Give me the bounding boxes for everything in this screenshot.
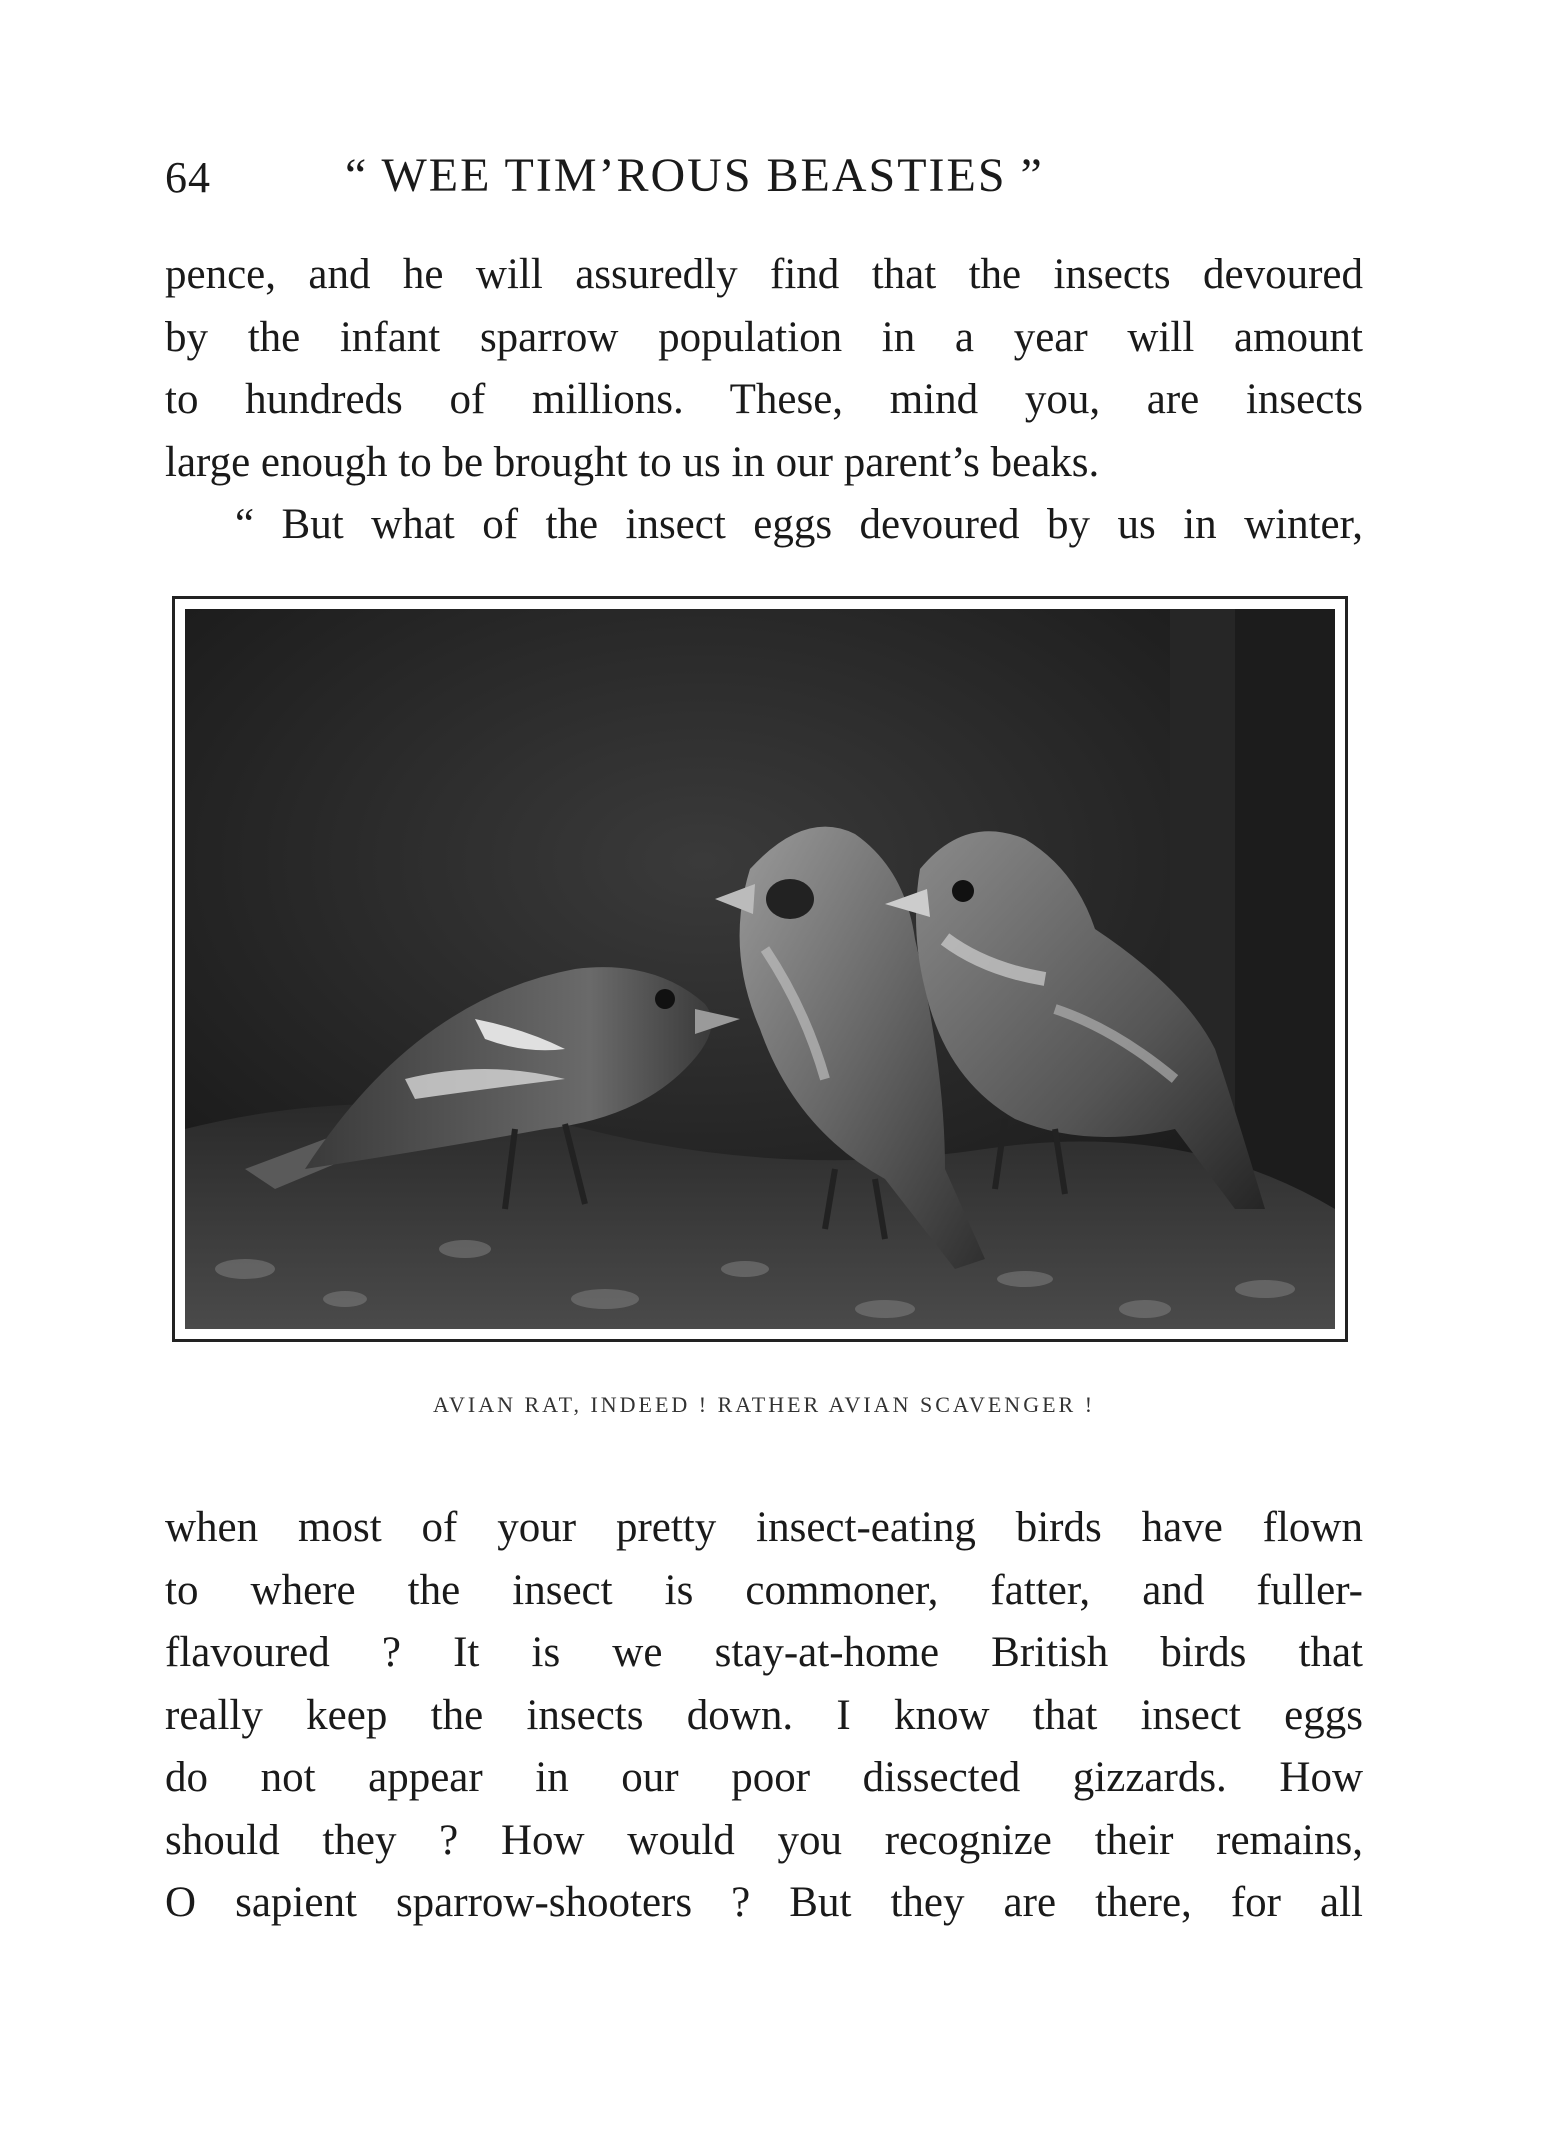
text-line: to hundreds of millions. These, mind you, are insects bbox=[165, 376, 1363, 423]
sparrows-photograph bbox=[185, 609, 1335, 1329]
text-line: by the infant sparrow population in a year will amount bbox=[165, 313, 1363, 361]
text-line: O sapient sparrow-shooters ? But they are there, for all bbox=[165, 1879, 1363, 1926]
text-line: should they ? How would you recognize their remains, bbox=[165, 1816, 1363, 1864]
text-line: really keep the insects down. I know that insect eggs bbox=[165, 1691, 1363, 1739]
text-line: “ But what of the insect eggs devoured by us in winter, bbox=[235, 501, 1363, 548]
text-line: to where the insect is commoner, fatter, and fuller- bbox=[165, 1566, 1363, 1614]
page-number: 64 bbox=[165, 153, 211, 202]
paragraph-top bbox=[165, 244, 1363, 557]
text-line: when most of your pretty insect-eating birds have flown bbox=[165, 1504, 1363, 1551]
figure-caption: AVIAN RAT, INDEED ! RATHER AVIAN SCAVENGER ! bbox=[432, 1392, 1096, 1417]
text-line: large enough to be brought to us in our parent’s beaks. bbox=[165, 438, 1100, 486]
text-line: pence, and he will assuredly find that the insects devoured bbox=[165, 251, 1363, 298]
running-head bbox=[165, 148, 1365, 208]
text-line: flavoured ? It is we stay-at-home British birds that bbox=[165, 1629, 1363, 1676]
running-title: “ WEE TIM’ROUS BEASTIES ” bbox=[345, 149, 1044, 202]
text-line: do not appear in our poor dissected gizzards. How bbox=[165, 1754, 1363, 1801]
photo-plate bbox=[172, 596, 1348, 1342]
paragraph-bottom bbox=[165, 1497, 1363, 1935]
sparrows-illustration bbox=[185, 609, 1335, 1329]
